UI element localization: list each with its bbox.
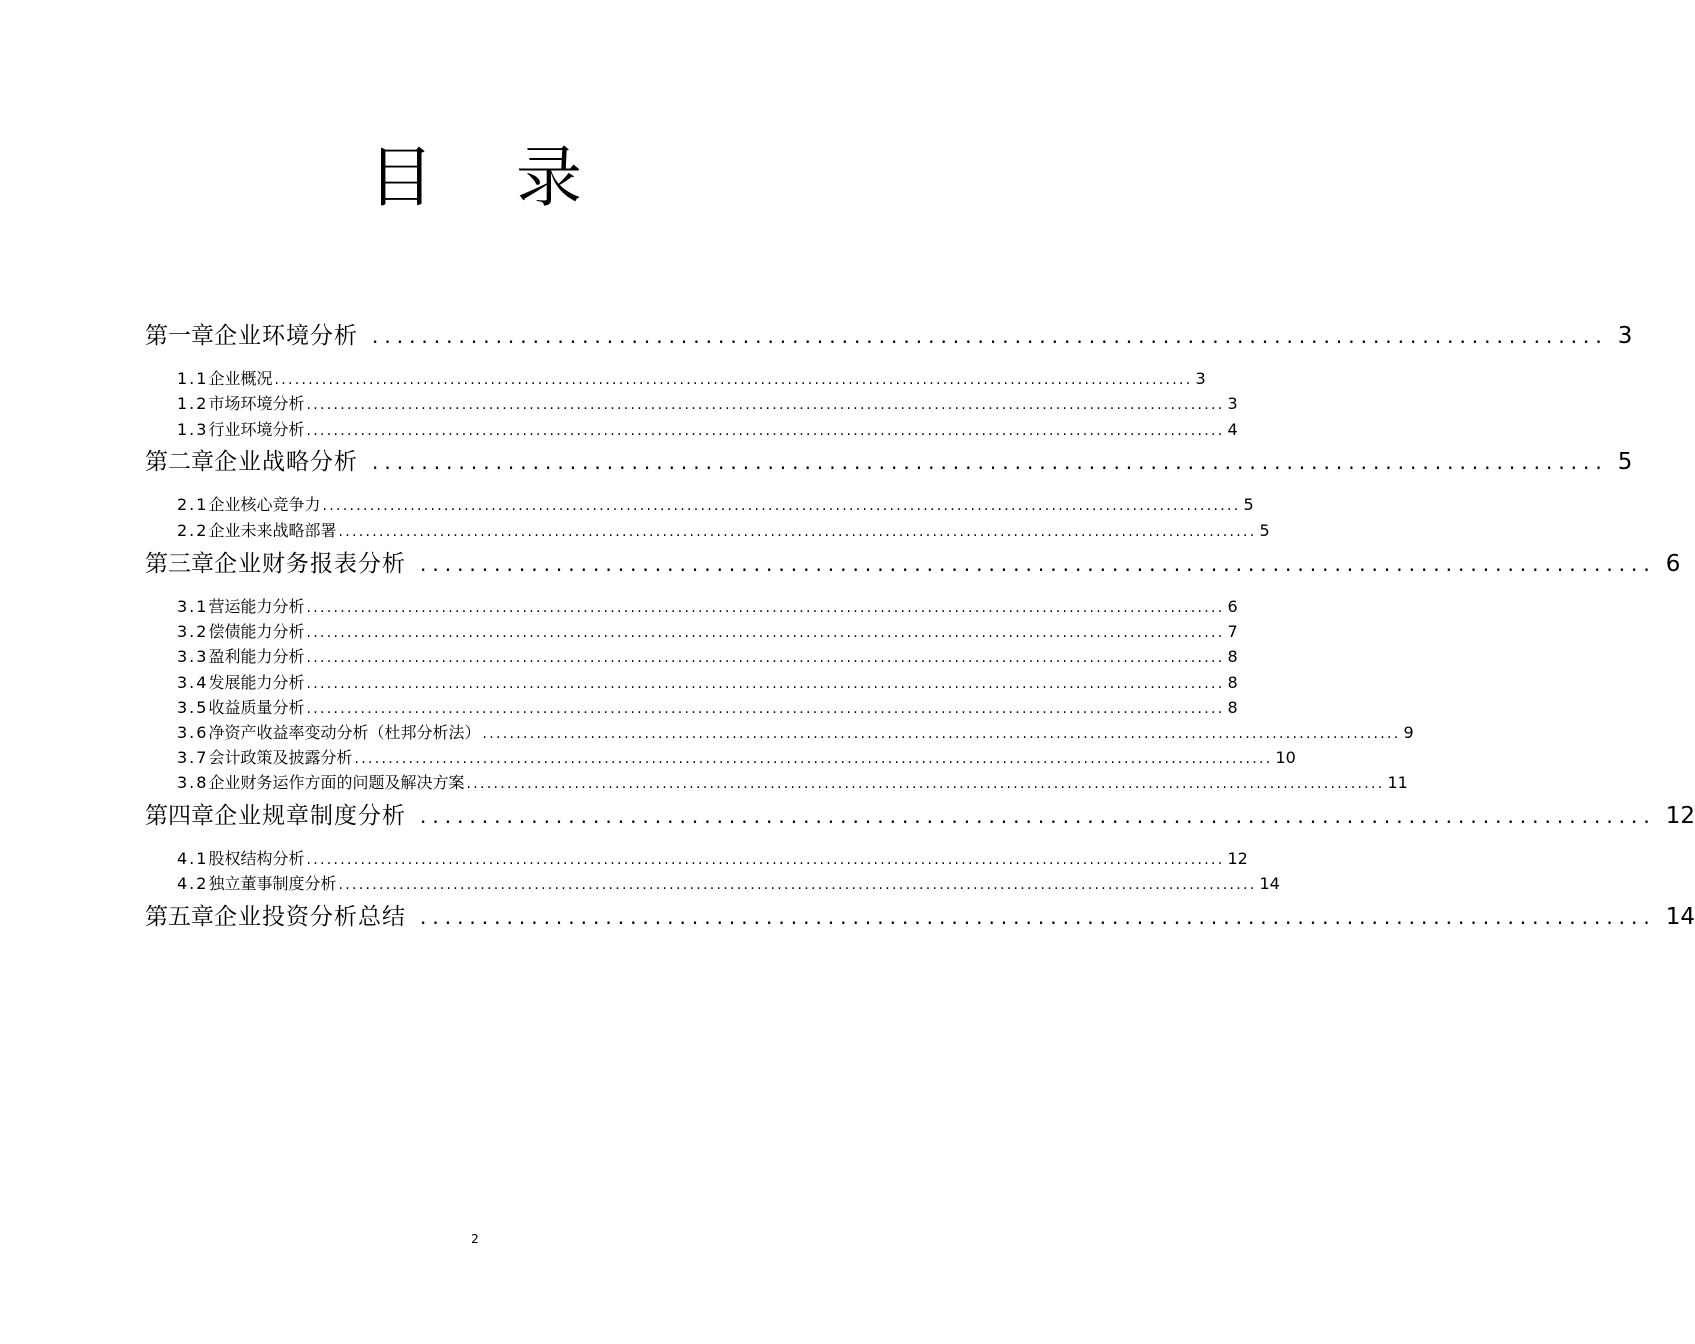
- toc-page: 6: [1665, 551, 1681, 577]
- toc-page: 12: [1227, 849, 1248, 868]
- toc-section-2-2[interactable]: [177, 520, 1270, 542]
- toc-page: 4: [1227, 420, 1238, 439]
- toc-label: 发展能力分析: [208, 673, 305, 692]
- toc-number: 2.1: [177, 495, 209, 514]
- toc-number: 3.8: [177, 773, 209, 792]
- toc-leader: ........................................................................................................................................: [306, 423, 1225, 439]
- toc-leader: ........................................................................................................................................: [306, 600, 1225, 616]
- toc-number: 第一章: [145, 323, 214, 349]
- toc-section-3-7[interactable]: [177, 747, 1296, 769]
- toc-chapter-3[interactable]: [145, 548, 1681, 580]
- toc-page: 10: [1275, 748, 1296, 767]
- toc-number: 第四章: [145, 803, 214, 829]
- toc-leader: ........................................................................................................................................: [482, 726, 1401, 742]
- toc-leader: ....................................................................................................: [420, 804, 1656, 828]
- toc-page: 5: [1243, 495, 1254, 514]
- toc-section-1-3[interactable]: [177, 419, 1238, 441]
- toc-number: 1.3: [177, 420, 209, 439]
- toc-page: 5: [1617, 449, 1633, 475]
- toc-chapter-5[interactable]: [145, 901, 1695, 933]
- toc-label: 企业规章制度分析: [214, 803, 406, 829]
- toc-label: 营运能力分析: [208, 597, 305, 616]
- toc-page: 8: [1227, 647, 1238, 666]
- toc-label: 行业环境分析: [208, 420, 305, 439]
- toc-page: 11: [1387, 773, 1408, 792]
- toc-leader: ........................................................................................................................................: [322, 498, 1241, 514]
- toc-leader: ........................................................................................................................................: [466, 776, 1385, 792]
- toc-label: 企业核心竞争力: [208, 495, 321, 514]
- toc-number: 4.2: [177, 874, 209, 893]
- toc-section-3-3[interactable]: [177, 646, 1238, 668]
- toc-section-2-1[interactable]: [177, 494, 1254, 516]
- toc-leader: ....................................................................................................: [372, 324, 1608, 348]
- toc-label: 企业财务报表分析: [214, 551, 406, 577]
- toc-number: 1.2: [177, 394, 209, 413]
- toc-leader: ........................................................................................................................................: [354, 751, 1273, 767]
- toc-section-3-5[interactable]: [177, 697, 1238, 719]
- toc-leader: ....................................................................................................: [420, 905, 1656, 929]
- title-char-1: 目: [368, 139, 434, 216]
- toc-number: 3.5: [177, 698, 209, 717]
- toc-number: 3.1: [177, 597, 209, 616]
- toc-chapter-2[interactable]: [145, 446, 1633, 478]
- toc-label: 独立董事制度分析: [208, 874, 337, 893]
- toc-number: 1.1: [177, 369, 209, 388]
- toc-label: 企业未来战略部署: [208, 521, 337, 540]
- toc-section-3-1[interactable]: [177, 596, 1238, 618]
- toc-label: 股权结构分析: [208, 849, 305, 868]
- toc-label: 企业概况: [208, 369, 273, 388]
- toc-number: 3.6: [177, 723, 209, 742]
- toc-leader: ........................................................................................................................................: [338, 877, 1257, 893]
- toc-section-1-1[interactable]: [177, 368, 1206, 390]
- toc-leader: ....................................................................................................: [372, 450, 1608, 474]
- toc-number: 3.2: [177, 622, 209, 641]
- toc-label: 偿债能力分析: [208, 622, 305, 641]
- toc-page: 7: [1227, 622, 1238, 641]
- toc-leader: ........................................................................................................................................: [306, 701, 1225, 717]
- toc-leader: ....................................................................................................: [420, 552, 1656, 576]
- toc-number: 4.1: [177, 849, 209, 868]
- toc-number: 第二章: [145, 449, 214, 475]
- title-char-2: 录: [516, 139, 582, 216]
- toc-section-3-2[interactable]: [177, 621, 1238, 643]
- toc-page: 9: [1403, 723, 1414, 742]
- toc-section-1-2[interactable]: [177, 393, 1238, 415]
- toc-section-3-4[interactable]: [177, 672, 1238, 694]
- toc-chapter-4[interactable]: [145, 800, 1695, 832]
- toc-leader: ........................................................................................................................................: [306, 676, 1225, 692]
- toc-page: 12: [1665, 803, 1695, 829]
- toc-label: 净资产收益率变动分析（杜邦分析法）: [208, 723, 481, 742]
- toc-page: 3: [1227, 394, 1238, 413]
- toc-leader: ........................................................................................................................................: [306, 852, 1225, 868]
- page-number: 2: [471, 1232, 479, 1246]
- toc-section-4-2[interactable]: [177, 873, 1280, 895]
- toc-label: 企业财务运作方面的问题及解决方案: [208, 773, 465, 792]
- toc-leader: ........................................................................................................................................: [306, 397, 1225, 413]
- toc-leader: ........................................................................................................................................: [306, 650, 1225, 666]
- toc-label: 收益质量分析: [208, 698, 305, 717]
- toc-page: 8: [1227, 698, 1238, 717]
- toc-label: 企业投资分析总结: [214, 904, 406, 930]
- toc-label: 市场环境分析: [208, 394, 305, 413]
- toc-page: 5: [1259, 521, 1270, 540]
- toc-leader: ........................................................................................................................................: [274, 372, 1193, 388]
- toc-number: 2.2: [177, 521, 209, 540]
- toc-page: 6: [1227, 597, 1238, 616]
- toc-label: 会计政策及披露分析: [208, 748, 353, 767]
- toc-section-3-8[interactable]: [177, 772, 1408, 794]
- toc-page: 14: [1665, 904, 1695, 930]
- toc-chapter-1[interactable]: [145, 320, 1633, 352]
- toc-page: 14: [1259, 874, 1280, 893]
- toc-page: 3: [1617, 323, 1633, 349]
- toc-number: 3.4: [177, 673, 209, 692]
- toc-section-4-1[interactable]: [177, 848, 1248, 870]
- toc-leader: ........................................................................................................................................: [306, 625, 1225, 641]
- toc-label: 企业环境分析: [214, 323, 358, 349]
- toc-label: 企业战略分析: [214, 449, 358, 475]
- toc-number: 3.7: [177, 748, 209, 767]
- toc-section-3-6[interactable]: [177, 722, 1414, 744]
- toc-number: 第三章: [145, 551, 214, 577]
- toc-leader: ........................................................................................................................................: [338, 524, 1257, 540]
- toc-page: 8: [1227, 673, 1238, 692]
- toc-number: 3.3: [177, 647, 209, 666]
- toc-number: 第五章: [145, 904, 214, 930]
- toc-page: 3: [1195, 369, 1206, 388]
- toc-label: 盈利能力分析: [208, 647, 305, 666]
